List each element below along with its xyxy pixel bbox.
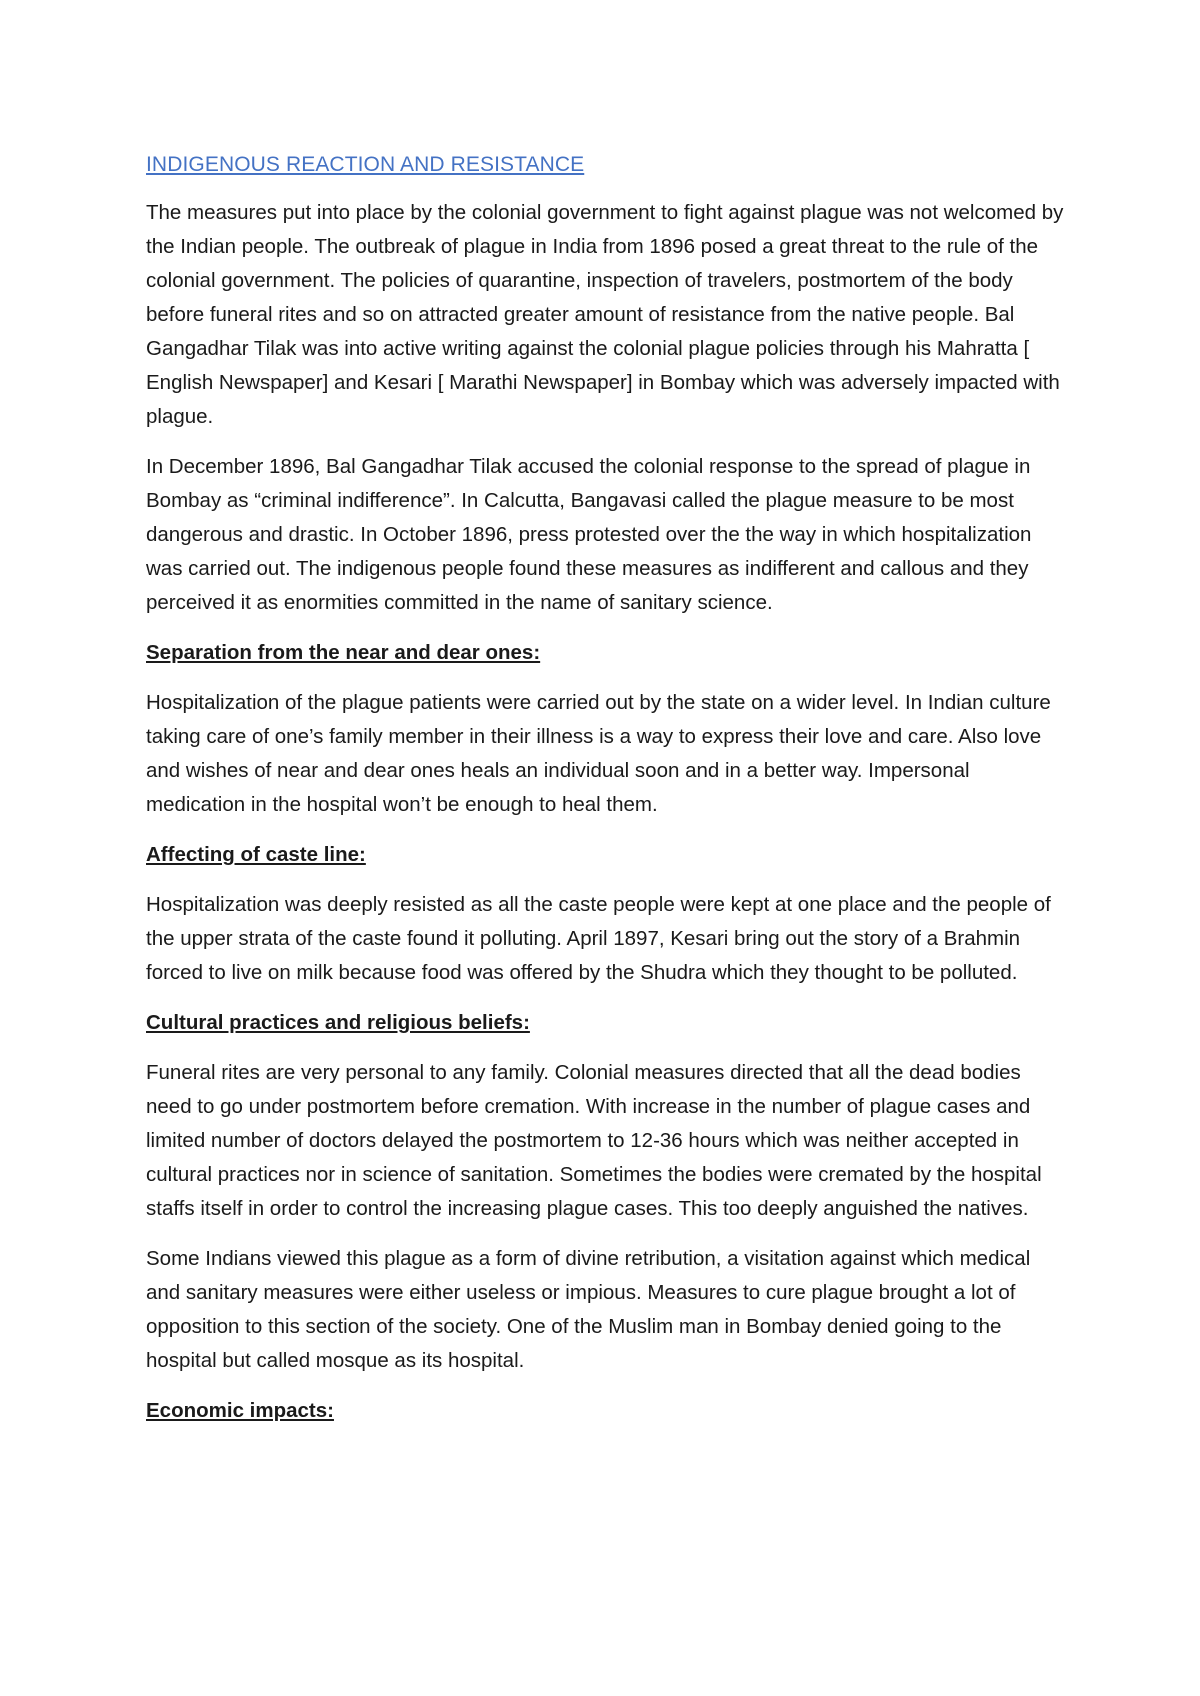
paragraph-caste: Hospitalization was deeply resisted as all the caste people were kept at one place and the people of the upper strata of the caste found it polluting. April 1897, Kesari bring out the story of a Brahmin forced to live on milk because food was offered by the Shudra which they thought to be polluted. (146, 893, 1051, 984)
section-heading-economic: Economic impacts: (146, 1399, 334, 1422)
paragraph-tilak-december: In December 1896, Bal Gangadhar Tilak accused the colonial response to the spread of plague in Bombay as “criminal indifference”. In Calcutta, Bangavasi called the plague measure to be most dangerous and drastic. In October 1896, press protested over the the way in which hospitalization was carried out. The indigenous people found these measures as indifferent and callous and they perceived it as enormities committed in the name of sanitary science. (146, 455, 1032, 614)
paragraph-funeral-rites: Funeral rites are very personal to any family. Colonial measures directed that all the dead bodies need to go under postmortem before cremation. With increase in the number of plague cases and limited number of doctors delayed the postmortem to 12-36 hours which was neither accepted in cultural practices nor in science of sanitation. Sometimes the bodies were cremated by the hospital staffs itself in order to control the increasing plague cases. This too deeply anguished the natives. (146, 1061, 1042, 1220)
section-heading-separation: Separation from the near and dear ones: (146, 641, 541, 664)
paragraph-intro: The measures put into place by the colonial government to fight against plague was not welcomed by the Indian people. The outbreak of plague in India from 1896 posed a great threat to the rule of the colonial government. The policies of quarantine, inspection of travelers, postmortem of the body before funeral rites and so on attracted greater amount of resistance from the native people. Bal Gangadhar Tilak was into active writing against the colonial plague policies through his Mahratta [ English Newspaper] and Kesari [ Marathi Newspaper] in Bombay which was adversely impacted with plague. (146, 201, 1064, 428)
paragraph-separation: Hospitalization of the plague patients were carried out by the state on a wider level. In Indian culture taking care of one’s family member in their illness is a way to express their love and care. Also love and wishes of near and dear ones heals an individual soon and in a better way. Impersonal medication in the hospital won’t be enough to heal them. (146, 691, 1051, 816)
document-title: INDIGENOUS REACTION AND RESISTANCE (146, 153, 585, 176)
document-page (146, 148, 1066, 1444)
section-heading-cultural: Cultural practices and religious beliefs: (146, 1011, 530, 1034)
paragraph-divine-retribution: Some Indians viewed this plague as a form of divine retribution, a visitation against which medical and sanitary measures were either useless or impious. Measures to cure plague brought a lot of opposition to this section of the society. One of the Muslim man in Bombay denied going to the hospital but called mosque as its hospital. (146, 1247, 1031, 1372)
section-heading-caste: Affecting of caste line: (146, 843, 366, 866)
